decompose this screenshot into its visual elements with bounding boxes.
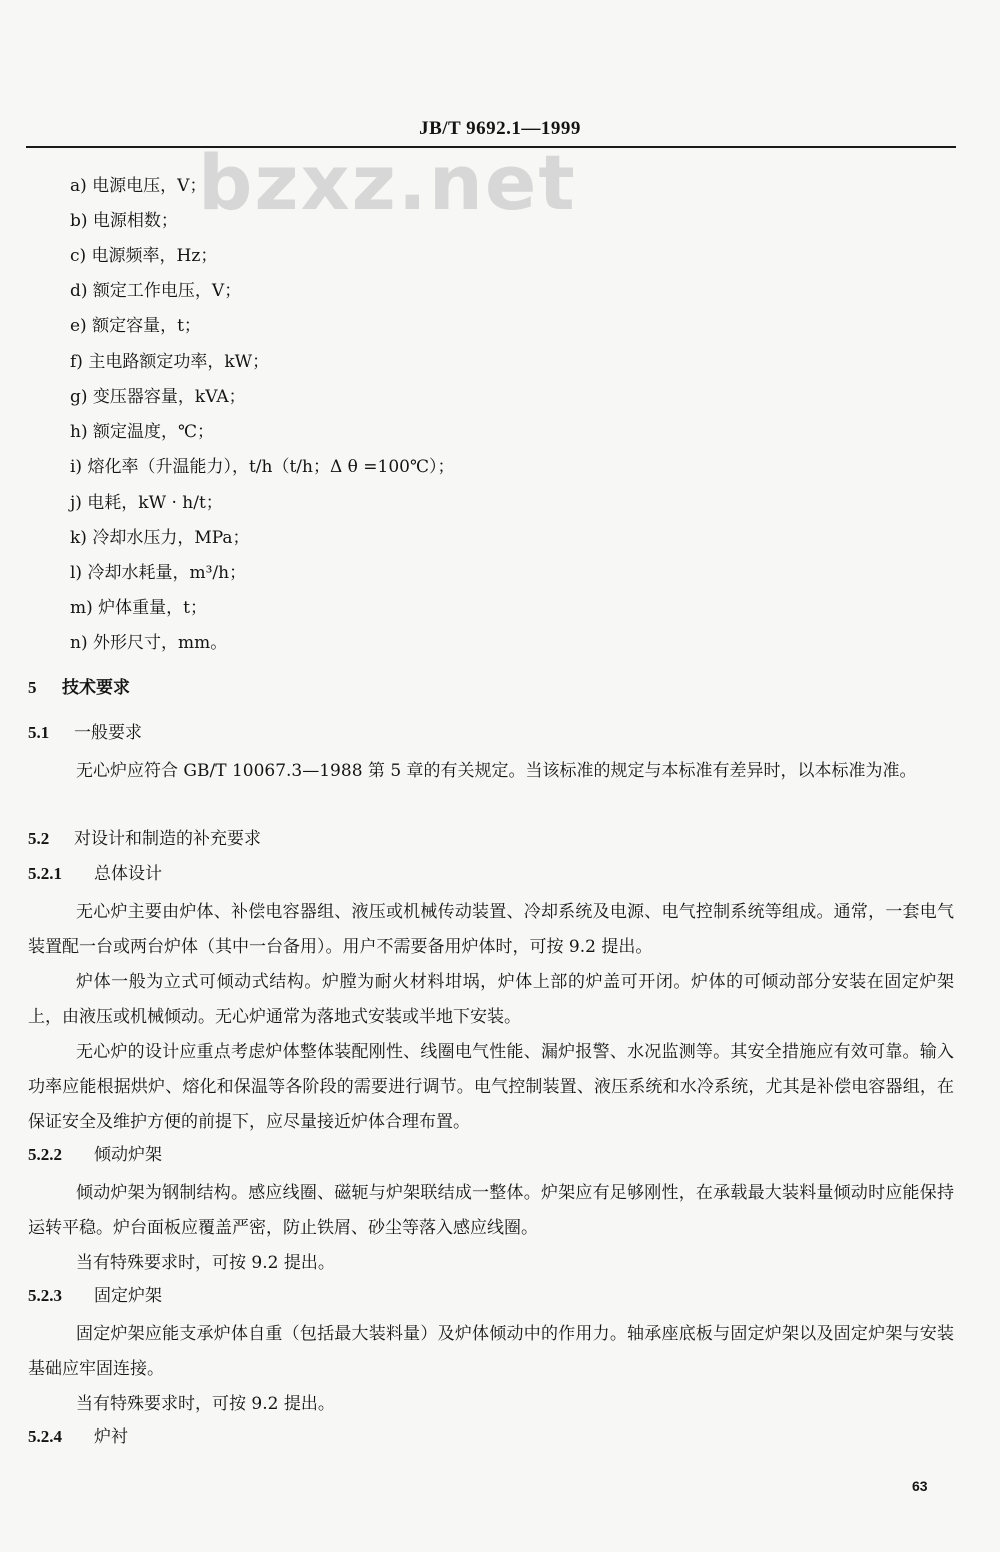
list-item: c) 电源频率，Hz； (70, 246, 218, 266)
list-item: b) 电源相数； (70, 211, 178, 231)
section-title: 技术要求 (62, 678, 130, 698)
list-item: m) 炉体重量，t； (70, 598, 207, 618)
section-heading-5-2-2 (28, 1144, 162, 1166)
section-number: 5.2.4 (28, 1427, 62, 1446)
paragraph: 倾动炉架为钢制结构。感应线圈、磁轭与炉架联结成一整体。炉架应有足够刚性，在承载最大装料量倾动时应能保持运转平稳。炉台面板应覆盖严密，防止铁屑、砂尘等落入感应线圈。 (28, 1183, 954, 1238)
list-item: g) 变压器容量，kVA； (70, 387, 246, 407)
paragraph: 当有特殊要求时，可按 9.2 提出。 (76, 1253, 335, 1273)
list-item: j) 电耗，kW · h/t； (70, 493, 223, 513)
page-number: 63 (912, 1478, 928, 1494)
paragraph: 当有特殊要求时，可按 9.2 提出。 (76, 1394, 335, 1414)
section-title: 固定炉架 (94, 1286, 162, 1306)
section-heading-5-1 (28, 722, 142, 744)
section-heading-5-2 (28, 828, 261, 850)
list-item: n) 外形尺寸，mm。 (70, 633, 228, 653)
list-item: k) 冷却水压力，MPa； (70, 528, 250, 548)
standard-code-header: JB/T 9692.1—1999 (419, 118, 581, 139)
list-item: e) 额定容量，t； (70, 316, 201, 336)
list-item: h) 额定温度，℃； (70, 422, 215, 442)
list-item: i) 熔化率（升温能力），t/h（t/h；Δ θ =100℃）； (70, 457, 455, 477)
section-title: 倾动炉架 (94, 1145, 162, 1165)
list-item: l) 冷却水耗量，m³/h； (70, 563, 247, 583)
paragraph: 无心炉的设计应重点考虑炉体整体装配刚性、线圈电气性能、漏炉报警、水况监测等。其安全措施应有效可靠。输入功率应能根据烘炉、熔化和保温等各阶段的需要进行调节。电气控制装置、液压系统和水冷系统，尤其是补偿电容器组，在保证安全及维护方便的前提下，应尽量接近炉体合理布置。 (28, 1042, 954, 1132)
list-item: f) 主电路额定功率，kW； (70, 352, 270, 372)
paragraph: 无心炉应符合 GB/T 10067.3—1988 第 5 章的有关规定。当该标准的规定与本标准有差异时，以本标准为准。 (76, 761, 917, 781)
section-title: 总体设计 (94, 864, 162, 884)
section-number: 5.1 (28, 723, 50, 742)
paragraph: 炉体一般为立式可倾动式结构。炉膛为耐火材料坩埚，炉体上部的炉盖可开闭。炉体的可倾动部分安装在固定炉架上，由液压或机械倾动。无心炉通常为落地式安装或半地下安装。 (28, 972, 954, 1027)
section-number: 5.2.2 (28, 1145, 62, 1164)
watermark: bzxz.net (198, 138, 577, 227)
section-title: 对设计和制造的补充要求 (74, 829, 261, 849)
paragraph: 无心炉主要由炉体、补偿电容器组、液压或机械传动装置、冷却系统及电源、电气控制系统等组成。通常，一套电气装置配一台或两台炉体（其中一台备用）。用户不需要备用炉体时，可按 9.2 提出。 (28, 902, 954, 957)
section-title: 炉衬 (94, 1427, 128, 1447)
section-number: 5.2.1 (28, 864, 62, 883)
paragraph: 固定炉架应能支承炉体自重（包括最大装料量）及炉体倾动中的作用力。轴承座底板与固定炉架以及固定炉架与安装基础应牢固连接。 (28, 1324, 954, 1379)
section-number: 5.2 (28, 829, 50, 848)
list-item: a) 电源电压，V； (70, 176, 207, 196)
section-heading-5-2-1 (28, 863, 162, 885)
section-heading-5-2-3 (28, 1285, 162, 1307)
section-heading-5 (28, 677, 130, 699)
section-heading-5-2-4 (28, 1426, 128, 1448)
section-number: 5 (28, 678, 37, 697)
section-title: 一般要求 (74, 723, 142, 743)
list-item: d) 额定工作电压，V； (70, 281, 242, 301)
section-number: 5.2.3 (28, 1286, 62, 1305)
